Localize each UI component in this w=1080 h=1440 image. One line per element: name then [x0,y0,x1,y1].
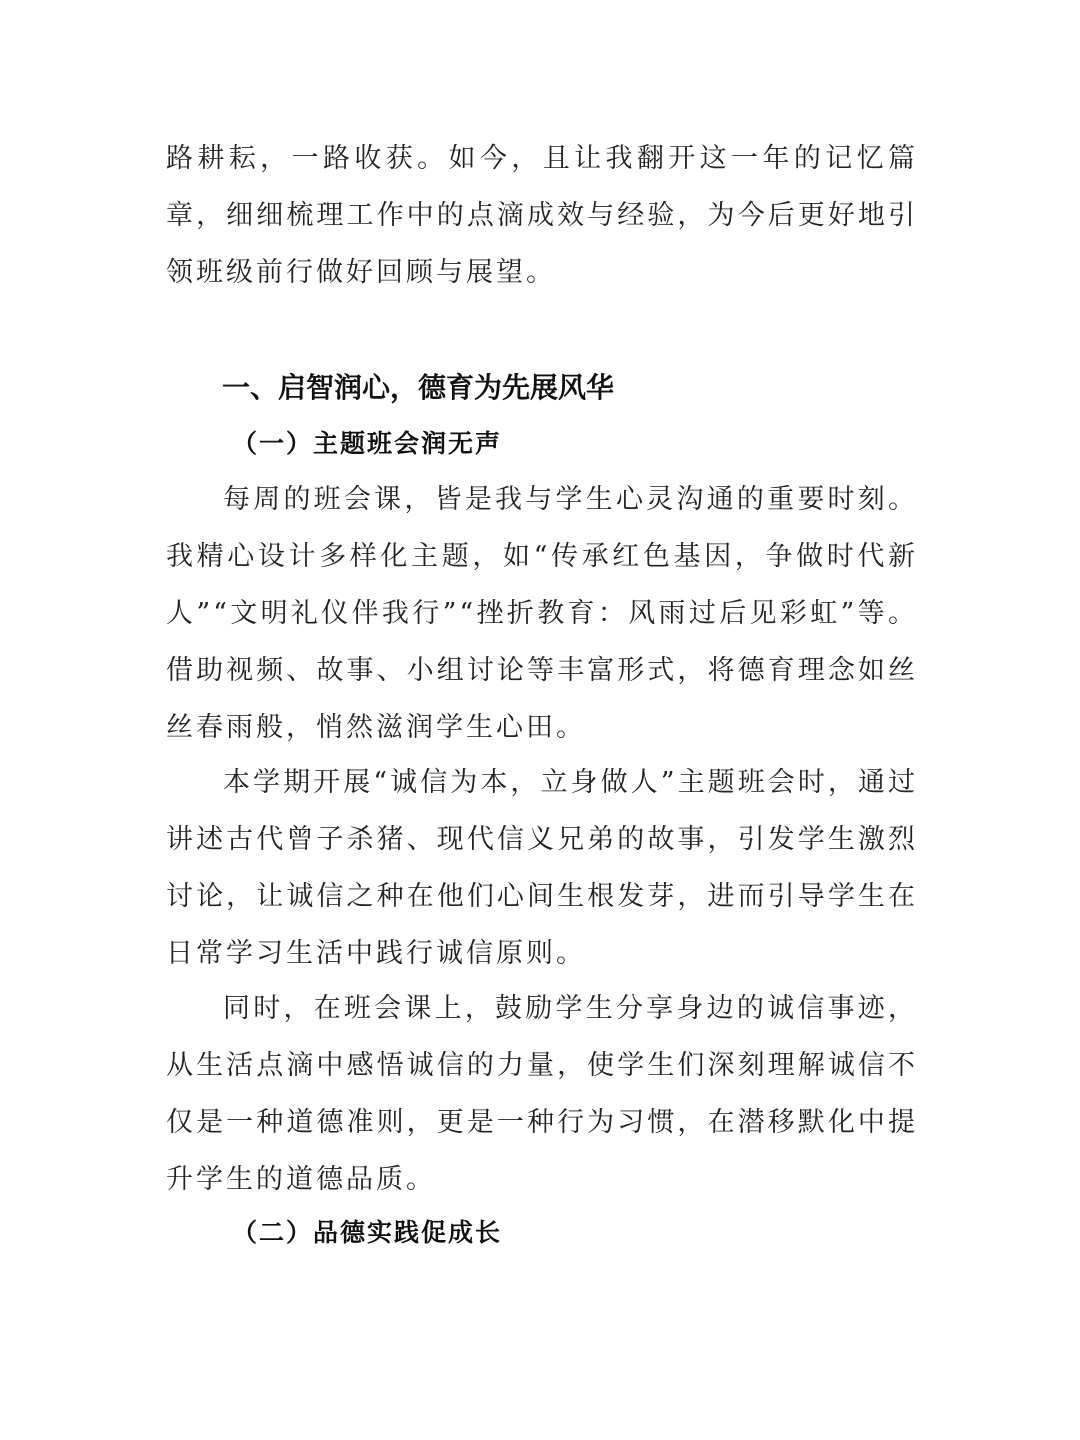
intro-paragraph: 路耕耘，一路收获。如今，且让我翻开这一年的记忆篇章，细细梳理工作中的点滴成效与经验，为今后更好地引领班级前行做好回顾与展望。 [166,143,918,288]
body-paragraph-3: 同时，在班会课上，鼓励学生分享身边的诚信事迹，从生活点滴中感悟诚信的力量，使学生们深刻理解诚信不仅是一种道德准则，更是一种行为习惯，在潜移默化中提升学生的道德品质。 [166,993,918,1195]
subsection-title: （二）品德实践促成长 [232,1218,503,1247]
body-paragraph-1: 每周的班会课，皆是我与学生心灵沟通的重要时刻。我精心设计多样化主题，如“传承红色基因，争做时代新人”“文明礼仪伴我行”“挫折教育：风雨过后见彩虹”等。借助视频、故事、小组讨论等丰富形式，将德育理念如丝丝春雨般，悄然滋润学生心田。 [166,484,918,743]
section-title: 一、启智润心，德育为先展风华 [222,371,615,404]
body-paragraph-2: 本学期开展“诚信为本，立身做人”主题班会时，通过讲述古代曾子杀猪、现代信义兄弟的故事，引发学生激烈讨论，让诚信之种在他们心间生根发芽，进而引导学生在日常学习生活中践行诚信原则。 [166,767,918,969]
subsection-title: （一）主题班会润无声 [232,429,503,458]
